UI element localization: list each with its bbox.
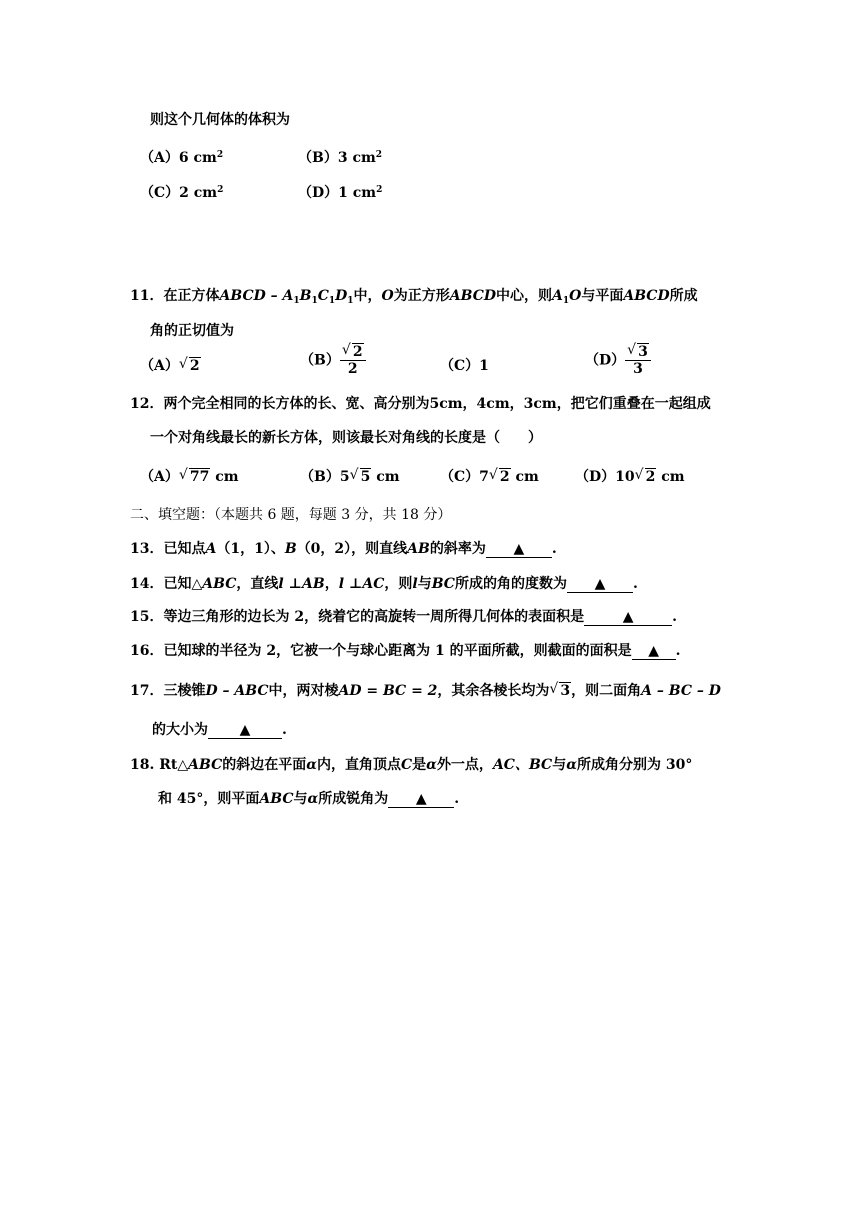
q11-option-b[interactable]: （B） √ 2 2: [300, 344, 366, 377]
q17-stem: 17．三棱锥D – ABC中，两对棱AD = BC = 2，其余各棱长均为 √ 3，则二面角A – BC – D: [130, 681, 721, 699]
q12-option-b[interactable]: （B）5 √ 5 cm: [300, 467, 400, 485]
q10-stem: 则这个几何体的体积为: [150, 112, 290, 128]
q12-option-c[interactable]: （C）7 √ 2 cm: [440, 467, 539, 485]
q17-answer-blank[interactable]: [208, 722, 282, 739]
q15-stem: 15．等边三角形的边长为 2，绕着它的高旋转一周所得几何体的表面积是 ▲ .: [130, 609, 677, 625]
q10-option-c[interactable]: （C）2 $cm^2$: [140, 185, 224, 201]
q17-stem-line2: 的大小为 ▲ .: [152, 722, 287, 738]
q18-answer-blank[interactable]: [388, 791, 454, 808]
q12-stem-line2: 一个对角线最长的新长方体，则该最长对角线的长度是（ ）: [150, 430, 542, 446]
q11-option-a[interactable]: （A） √ 2: [140, 356, 200, 374]
triangle-marker-icon: ▲: [239, 722, 251, 738]
q11-stem: 11．在正方体ABCD – $A_1B_1C_1D_1$中，O为正方形ABCD中心，则$A_1O$与平面ABCD所成: [130, 288, 698, 306]
triangle-marker-icon: ▲: [513, 541, 525, 557]
q10-option-d[interactable]: （D）1 $cm^2$: [298, 185, 383, 201]
q10-option-b[interactable]: （B）3 $cm^2$: [298, 150, 383, 166]
q11-option-d[interactable]: （D） √ 3 3: [585, 344, 651, 377]
q16-stem: 16．已知球的半径为 2，它被一个与球心距离为 1 的平面所截，则截面的面积是 ▲ .: [130, 643, 681, 659]
q12-option-d[interactable]: （D）10 √ 2 cm: [575, 467, 685, 485]
q13-answer-blank[interactable]: [486, 541, 552, 558]
triangle-marker-icon: ▲: [622, 609, 634, 625]
section-heading-fill-in: 二、填空题：（本题共 6 题，每题 3 分，共 18 分）: [130, 507, 452, 523]
triangle-marker-icon: ▲: [415, 791, 427, 807]
q12-stem: 12．两个完全相同的长方体的长、宽、高分别为5cm，4cm，3cm，把它们重叠在一起组成: [130, 396, 711, 412]
q18-stem-line2: 和 45°，则平面ABC与α所成锐角为 ▲ .: [158, 791, 460, 807]
q18-stem: 18. Rt△ABC的斜边在平面α内，直角顶点C是α外一点，AC、BC与α所成角分别为 30°: [130, 757, 693, 773]
q10-option-a[interactable]: （A）6 $cm^2$: [140, 150, 224, 166]
q11-stem-line2: 角的正切值为: [150, 323, 234, 339]
q16-answer-blank[interactable]: [632, 643, 676, 660]
q14-answer-blank[interactable]: [567, 576, 633, 593]
q15-answer-blank[interactable]: [584, 609, 672, 626]
triangle-marker-icon: ▲: [594, 576, 606, 592]
q12-option-a[interactable]: （A） √ 77 cm: [140, 467, 239, 485]
q11-option-c[interactable]: （C）1: [440, 358, 489, 374]
q13-stem: 13．已知点A（1，1）、B（0，2），则直线AB的斜率为 ▲ .: [130, 541, 557, 557]
q14-stem: 14．已知△ABC，直线l ⊥AB，l ⊥AC，则l与BC所成的角的度数为 ▲ .: [130, 576, 638, 592]
triangle-marker-icon: ▲: [648, 643, 659, 659]
